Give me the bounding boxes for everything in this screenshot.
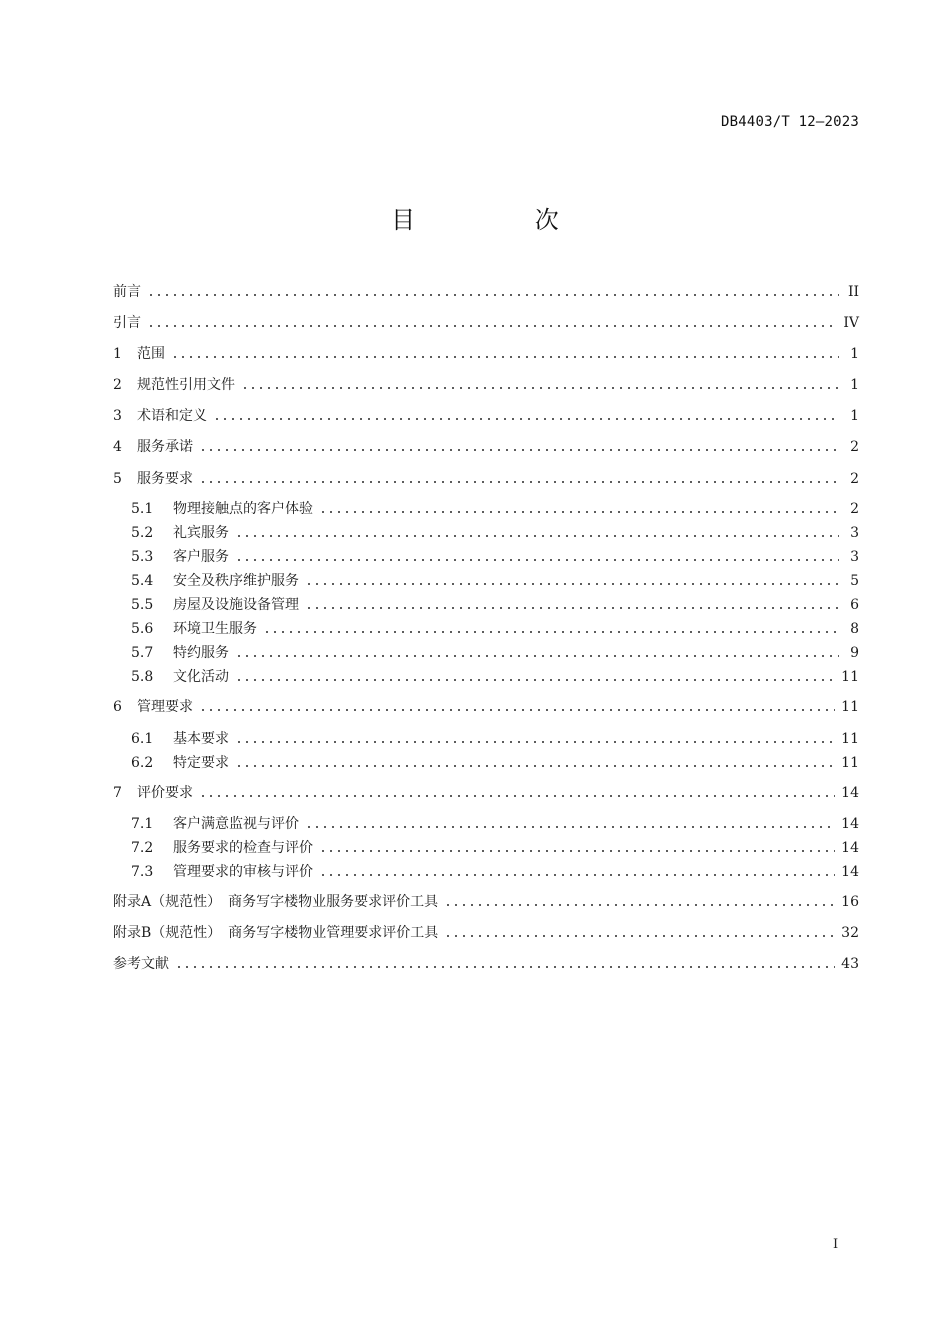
toc-entry-page: 14: [841, 864, 859, 880]
toc-entry-page: 43: [841, 956, 859, 972]
toc-entry-page: 5: [850, 573, 859, 589]
toc-entry[interactable]: [113, 282, 859, 302]
toc-entry-label: 附录B（规范性） 商务写字楼物业管理要求评价工具: [113, 925, 439, 941]
toc-entry[interactable]: [113, 375, 859, 395]
toc-entry-page: 14: [841, 840, 859, 856]
toc-dot-leader: [199, 700, 835, 714]
toc-entry[interactable]: [113, 697, 859, 717]
toc-entry-label: 管理要求: [137, 699, 193, 715]
toc-entry-label: 服务要求的检查与评价: [173, 840, 313, 856]
toc-entry-page: 32: [841, 925, 859, 941]
toc-dot-leader: [235, 550, 839, 564]
toc-entry-number: 5.3: [131, 549, 154, 565]
toc-entry-label: 文化活动: [173, 669, 229, 685]
toc-dot-leader: [444, 926, 835, 940]
toc-entry-number: 2: [113, 377, 122, 393]
toc-entry[interactable]: [131, 619, 859, 639]
page-number: I: [833, 1237, 839, 1252]
toc-dot-leader: [319, 841, 835, 855]
toc-entry-label: 环境卫生服务: [173, 621, 257, 637]
toc-entry-page: 1: [850, 377, 859, 393]
toc-entry[interactable]: [131, 547, 859, 567]
toc-entry-page: 8: [850, 621, 859, 637]
toc-dot-leader: [213, 409, 839, 423]
toc-entry-number: 6.1: [131, 731, 154, 747]
toc-entry-number: 5.2: [131, 525, 154, 541]
page-title: 目 次: [391, 206, 615, 234]
toc-dot-leader: [305, 598, 839, 612]
toc-entry-label: 服务要求: [137, 471, 193, 487]
toc-entry-page: 2: [850, 501, 859, 517]
toc-entry-page: 9: [850, 645, 859, 661]
toc-entry-number: 6: [113, 699, 122, 715]
toc-dot-leader: [319, 865, 835, 879]
toc-entry-label: 客户满意监视与评价: [173, 816, 299, 832]
toc-entry-page: 11: [841, 699, 859, 715]
toc-dot-leader: [235, 646, 839, 660]
toc-dot-leader: [444, 895, 835, 909]
toc-dot-leader: [171, 347, 839, 361]
toc-entry[interactable]: [131, 595, 859, 615]
toc-entry-number: 5.8: [131, 669, 154, 685]
toc-entry[interactable]: [131, 571, 859, 591]
toc-entry-number: 5.4: [131, 573, 154, 589]
toc-dot-leader: [199, 440, 839, 454]
toc-entry-number: 7: [113, 785, 122, 801]
toc-entry-number: 5.7: [131, 645, 154, 661]
toc-entry-label: 客户服务: [173, 549, 229, 565]
toc-entry-label: 安全及秩序维护服务: [173, 573, 299, 589]
toc-entry[interactable]: [113, 437, 859, 457]
toc-entry-label: 基本要求: [173, 731, 229, 747]
toc-dot-leader: [305, 574, 839, 588]
toc-entry-page: 14: [841, 816, 859, 832]
toc-entry-label: 特定要求: [173, 755, 229, 771]
toc-entry-label: 附录A（规范性） 商务写字楼物业服务要求评价工具: [113, 894, 439, 910]
toc-entry-label: 规范性引用文件: [137, 377, 235, 393]
toc-entry[interactable]: [113, 313, 859, 333]
toc-entry[interactable]: [113, 783, 859, 803]
toc-entry-label: 引言: [113, 315, 141, 331]
toc-entry-label: 术语和定义: [137, 408, 207, 424]
toc-entry-page: 11: [841, 731, 859, 747]
toc-dot-leader: [199, 472, 839, 486]
toc-entry-page: 14: [841, 785, 859, 801]
toc-entry-label: 特约服务: [173, 645, 229, 661]
toc-entry[interactable]: [113, 469, 859, 489]
toc-entry[interactable]: [131, 667, 859, 687]
toc-entry-page: 11: [841, 669, 859, 685]
toc-entry[interactable]: [131, 499, 859, 519]
toc-entry[interactable]: [131, 814, 859, 834]
toc-entry[interactable]: [113, 892, 859, 912]
toc-entry-label: 服务承诺: [137, 439, 193, 455]
toc-dot-leader: [319, 502, 839, 516]
toc-dot-leader: [235, 526, 839, 540]
toc-entry-number: 5: [113, 471, 122, 487]
toc-dot-leader: [241, 378, 839, 392]
toc-entry-page: 1: [850, 408, 859, 424]
toc-entry[interactable]: [131, 838, 859, 858]
toc-entry[interactable]: [131, 523, 859, 543]
toc-entry[interactable]: [113, 344, 859, 364]
toc-entry-label: 评价要求: [137, 785, 193, 801]
toc-entry-page: 6: [850, 597, 859, 613]
toc-entry-page: 11: [841, 755, 859, 771]
toc-entry-page: 2: [850, 439, 859, 455]
toc-dot-leader: [199, 786, 835, 800]
toc-entry[interactable]: [113, 954, 859, 974]
toc-entry-label: 参考文献: [113, 956, 169, 972]
toc-dot-leader: [235, 756, 835, 770]
toc-entry[interactable]: [131, 729, 859, 749]
toc-entry-label: 礼宾服务: [173, 525, 229, 541]
toc-entry-number: 6.2: [131, 755, 154, 771]
toc-dot-leader: [263, 622, 839, 636]
toc-entry-number: 5.5: [131, 597, 154, 613]
toc-entry-page: II: [847, 284, 859, 300]
toc-entry-number: 5.1: [131, 501, 154, 517]
toc-dot-leader: [147, 285, 839, 299]
toc-entry-label: 管理要求的审核与评价: [173, 864, 313, 880]
toc-dot-leader: [235, 670, 835, 684]
toc-entry-number: 7.3: [131, 864, 154, 880]
toc-entry-number: 7.1: [131, 816, 154, 832]
toc-entry-number: 1: [113, 346, 122, 362]
toc-entry[interactable]: [131, 753, 859, 773]
toc-entry-page: 1: [850, 346, 859, 362]
toc-entry-page: 3: [850, 549, 859, 565]
toc-dot-leader: [175, 957, 835, 971]
toc-entry[interactable]: [131, 643, 859, 663]
toc-entry-number: 5.6: [131, 621, 154, 637]
toc-entry[interactable]: [113, 406, 859, 426]
toc-entry-number: 3: [113, 408, 122, 424]
toc-entry-label: 物理接触点的客户体验: [173, 501, 313, 517]
toc-entry-number: 4: [113, 439, 122, 455]
toc-dot-leader: [305, 817, 835, 831]
toc-entry-label: 前言: [113, 284, 141, 300]
toc-entry-page: 3: [850, 525, 859, 541]
toc-entry-label: 房屋及设施设备管理: [173, 597, 299, 613]
toc-dot-leader: [147, 316, 837, 330]
toc-dot-leader: [235, 732, 835, 746]
toc-entry[interactable]: [113, 923, 859, 943]
document-code: DB4403/T 12—2023: [720, 114, 859, 130]
toc-entry[interactable]: [131, 862, 859, 882]
toc-entry-page: 2: [850, 471, 859, 487]
toc-entry-page: 16: [841, 894, 859, 910]
toc-entry-page: IV: [843, 315, 859, 331]
toc-entry-label: 范围: [137, 346, 165, 362]
toc-entry-number: 7.2: [131, 840, 154, 856]
